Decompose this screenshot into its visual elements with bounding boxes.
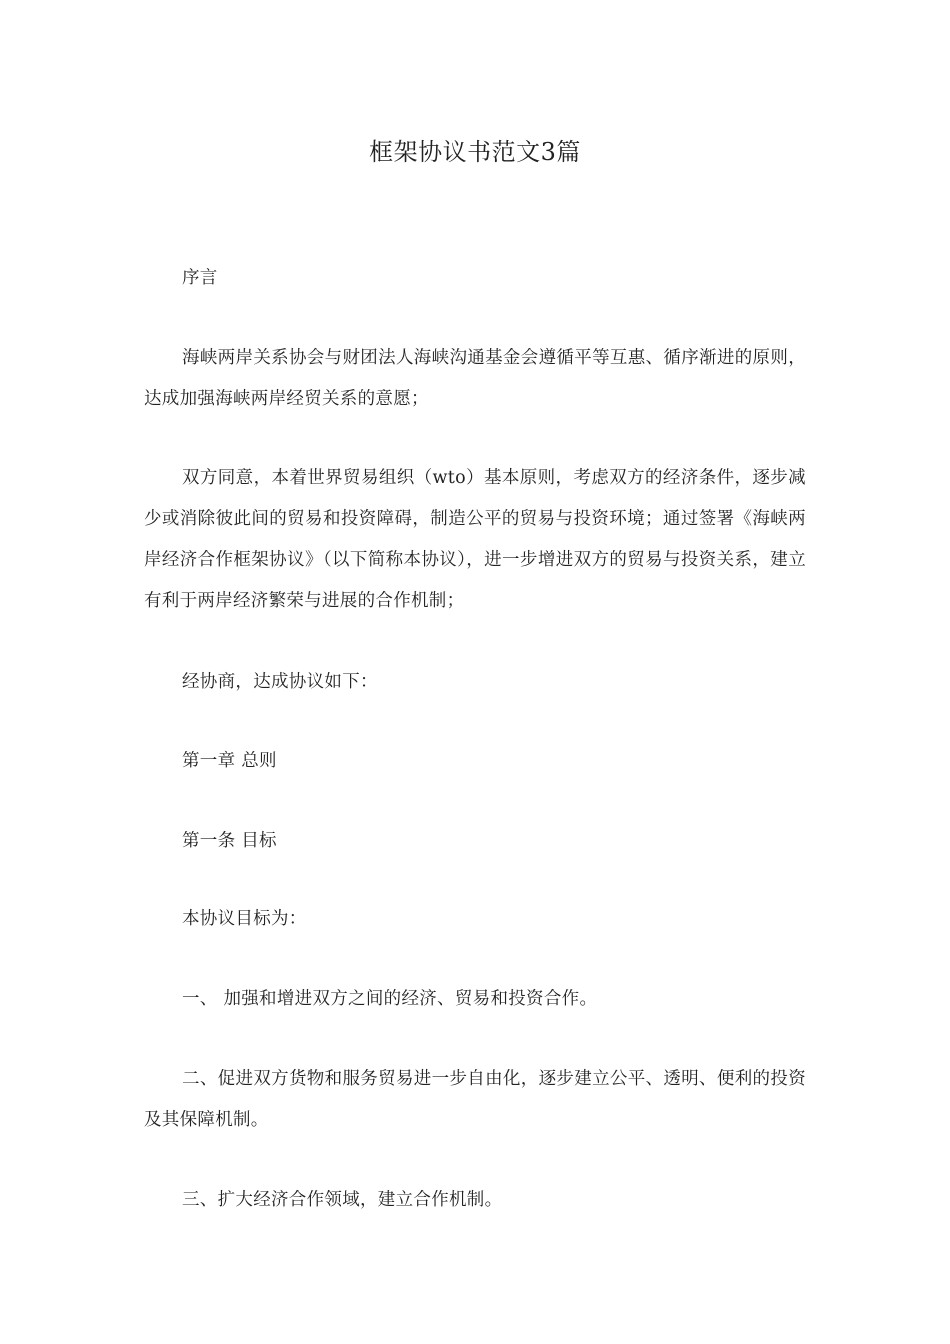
paragraph-agreement-purpose: 双方同意，本着世界贸易组织（wto）基本原则，考虑双方的经济条件，逐步减少或消除彼此间的贸易和投资障碍，制造公平的贸易与投资环境；通过签署《海峡两岸经济合作框架协议》（以下简称本协议），进一步增进双方的贸易与投资关系，建立有利于两岸经济繁荣与进展的合作机制； xyxy=(144,468,806,611)
paragraph-objectives-intro: 本协议目标为： xyxy=(182,909,307,929)
paragraph-chapter-one: 第一章 总则 xyxy=(182,751,277,771)
paragraph-consultation: 经协商，达成协议如下： xyxy=(182,672,378,692)
paragraph-objective-two: 二、促进双方货物和服务贸易进一步自由化，逐步建立公平、透明、便利的投资及其保障机制。 xyxy=(144,1069,806,1130)
paragraph-objective-three: 三、扩大经济合作领域，建立合作机制。 xyxy=(182,1190,503,1210)
paragraph-objective-one: 一、 加强和增进双方之间的经济、贸易和投资合作。 xyxy=(182,989,598,1009)
paragraph-preface-intro: 海峡两岸关系协会与财团法人海峡沟通基金会遵循平等互惠、循序渐进的原则，达成加强海峡两岸经贸关系的意愿； xyxy=(144,348,806,409)
document-title: 框架协议书范文3篇 xyxy=(369,138,581,166)
paragraph-preface-heading: 序言 xyxy=(182,268,218,288)
paragraph-article-one: 第一条 目标 xyxy=(182,831,277,851)
